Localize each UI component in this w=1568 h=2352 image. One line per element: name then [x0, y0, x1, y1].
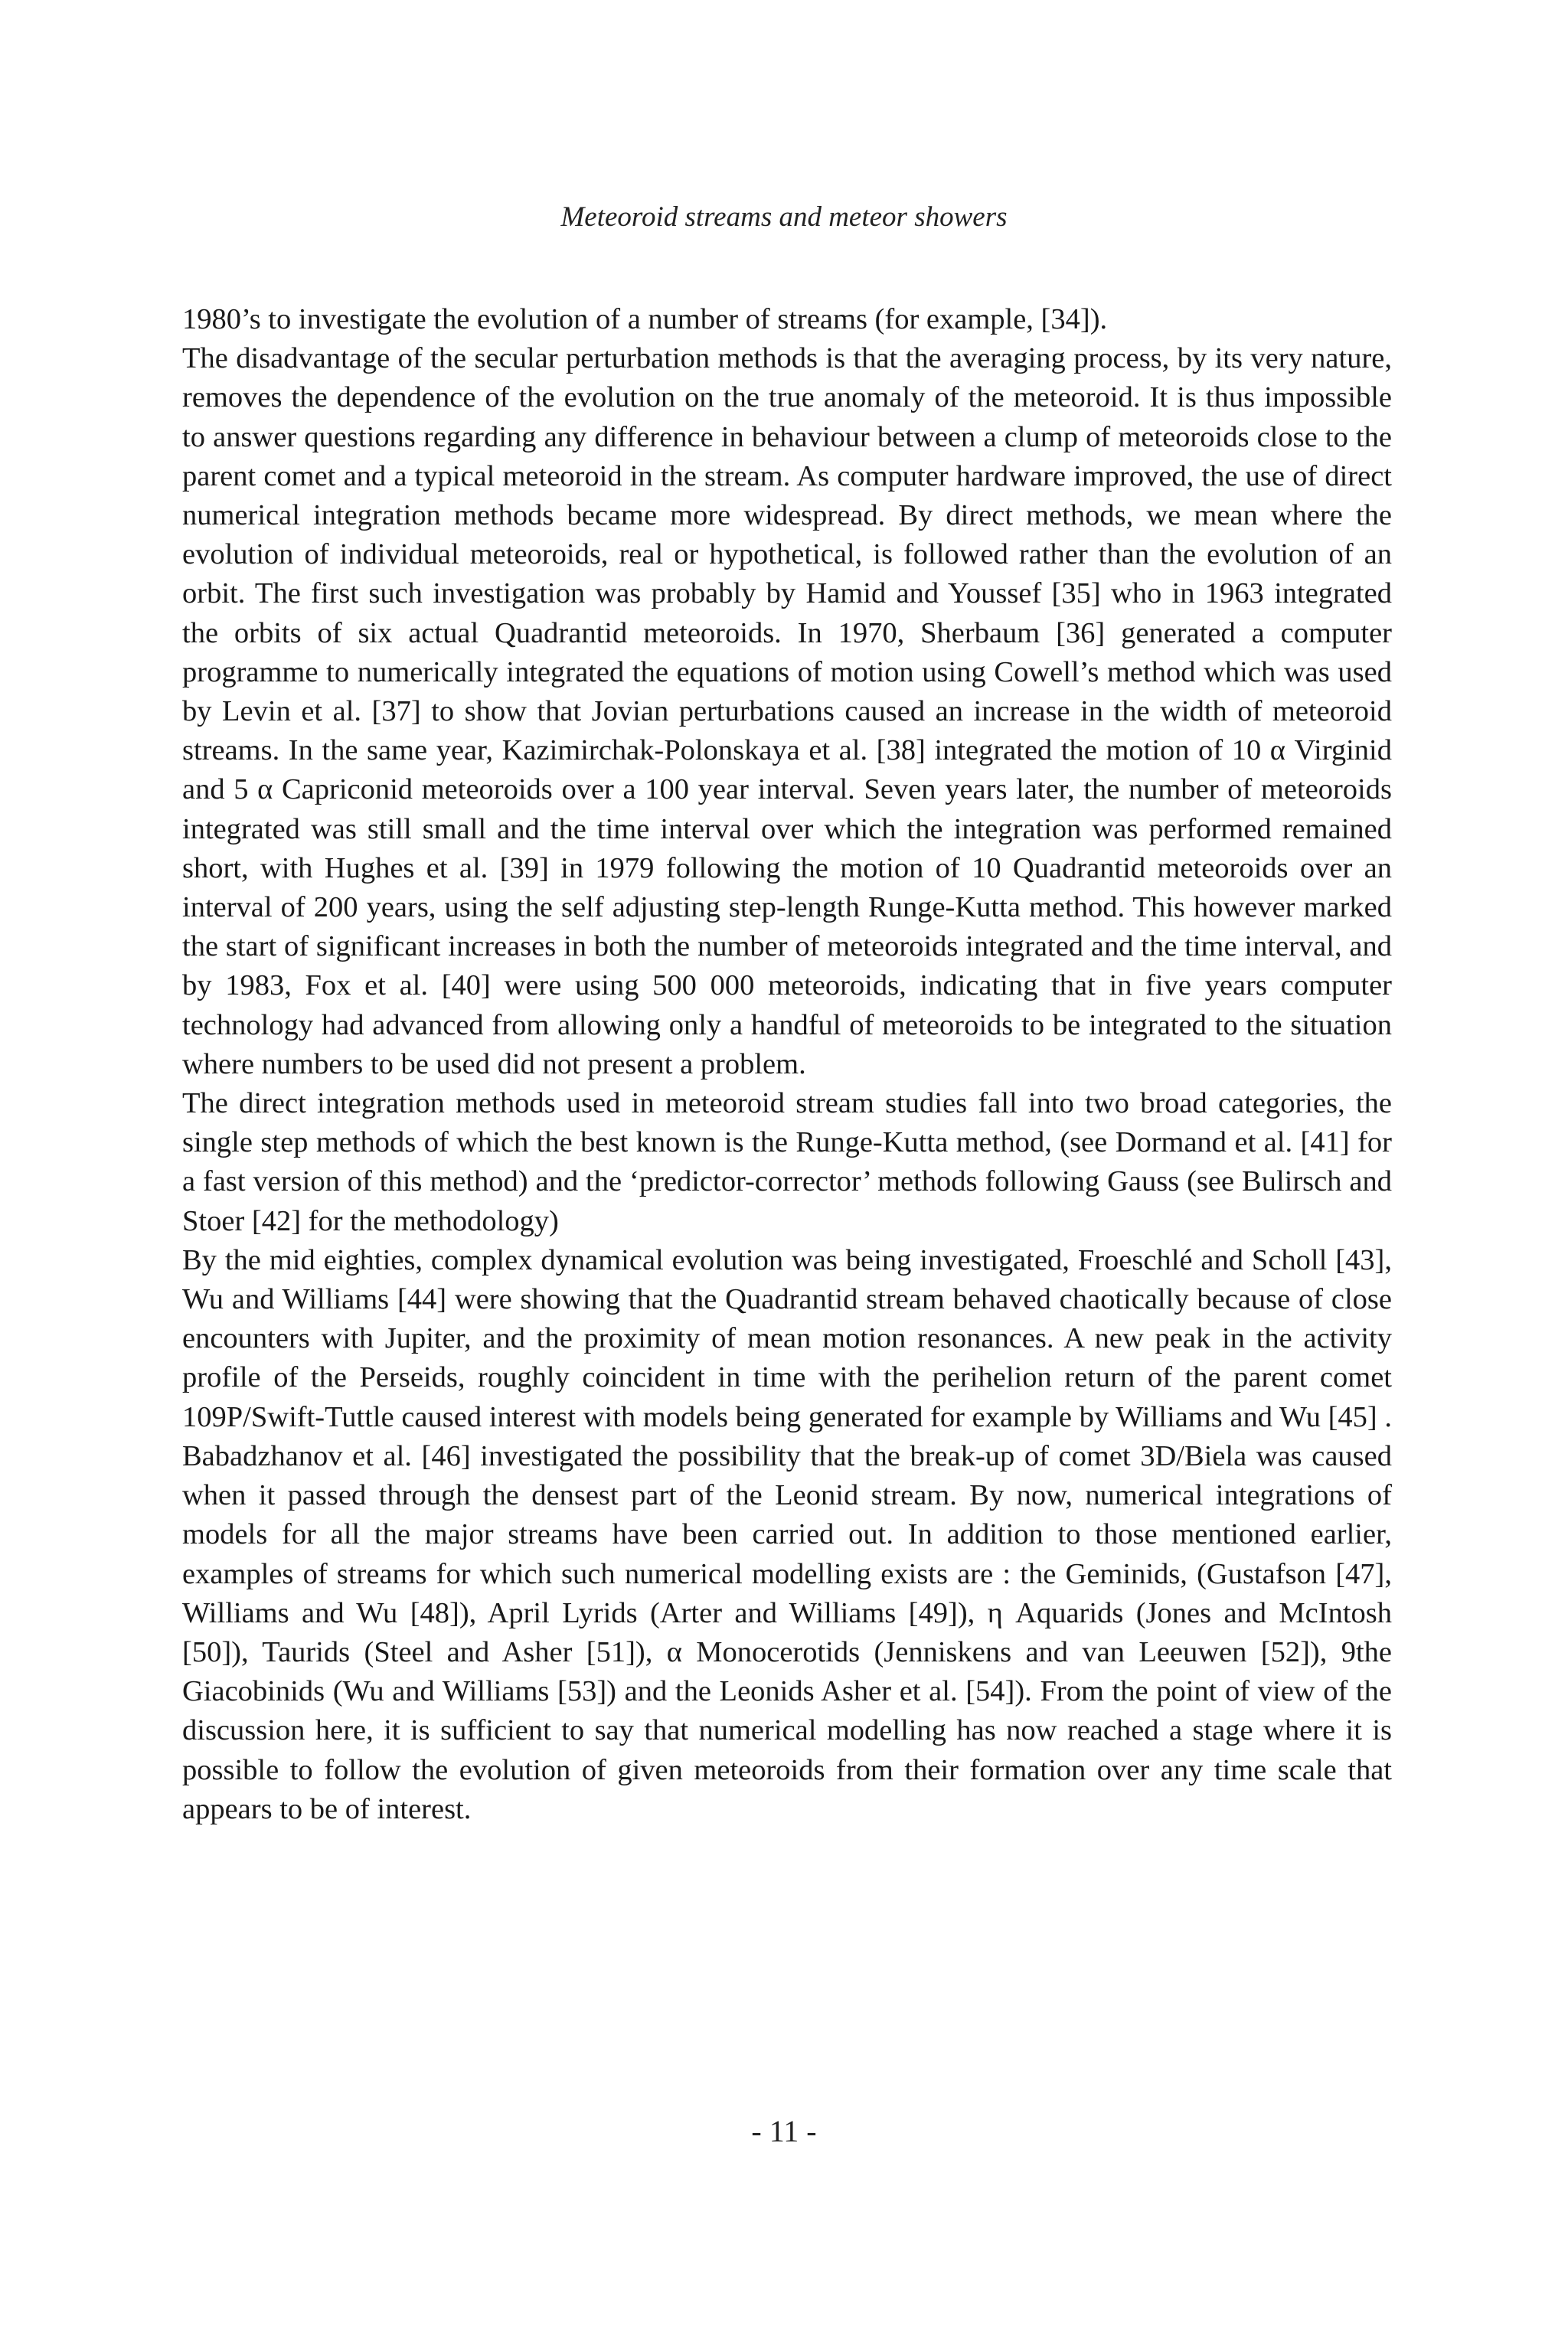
paragraph-3: The direct integration methods used in meteoroid stream studies fall into two broad categories, the single step methods of which the best known is the Runge-Kutta method, (see Dormand et al. [41] for a fast version of this method) and the ‘predictor-corrector’ methods following Gauss (see Bulirsch and Stoer [42] for the methodology)	[182, 1087, 1392, 1237]
paragraph-4: By the mid eighties, complex dynamical evolution was being investigated, Froeschlé and Scholl [43], Wu and Williams [44] were showing that the Quadrantid stream behaved chaotically because of close encounters with Jupiter, and the proximity of mean motion resonances. A new peak in the activity profile of the Perseids, roughly coincident in time with the perihelion return of the parent comet 109P/Swift-Tuttle caused interest with models being generated for example by Williams and Wu [45] . Babadzhanov et al. [46] investigated the possibility that the break-up of comet 3D/Biela was caused when it passed through the densest part of the Leonid stream. By now, numerical integrations of models for all the major streams have been carried out. In addition to those mentioned earlier, examples of streams for which such numerical modelling exists are : the Geminids, (Gustafson [47], Williams and Wu [48]), April Lyrids (Arter and Williams [49]), η Aquarids (Jones and McIntosh [50]), Taurids (Steel and Asher [51]), α Monocerotids (Jenniskens and van Leeuwen [52]), 9the Giacobinids (Wu and Williams [53]) and the Leonids Asher et al. [54]). From the point of view of the discussion here, it is sufficient to say that numerical modelling has now reached a stage where it is possible to follow the evolution of given meteoroids from their formation over any time scale that appears to be of interest.	[182, 1243, 1392, 1825]
paragraph-1: 1980’s to investigate the evolution of a number of streams (for example, [34]).	[182, 303, 1108, 335]
page-number: - 11 -	[751, 2114, 817, 2148]
body-text	[182, 300, 1392, 1829]
running-head: Meteoroid streams and meteor showers	[560, 201, 1008, 233]
paragraph-2: The disadvantage of the secular perturbation methods is that the averaging process, by its very nature, removes the dependence of the evolution on the true anomaly of the meteoroid. It is thus impossible to answer questions regarding any difference in behaviour between a clump of meteoroids close to the parent comet and a typical meteoroid in the stream. As computer hardware improved, the use of direct numerical integration methods became more widespread. By direct methods, we mean where the evolution of individual meteoroids, real or hypothetical, is followed rather than the evolution of an orbit. The first such investigation was probably by Hamid and Youssef [35] who in 1963 integrated the orbits of six actual Quadrantid meteoroids. In 1970, Sherbaum [36] generated a computer programme to numerically integrated the equations of motion using Cowell’s method which was used by Levin et al. [37] to show that Jovian perturbations caused an increase in the width of meteoroid streams. In the same year, Kazimirchak-Polonskaya et al. [38] integrated the motion of 10 α Virginid and 5 α Capriconid meteoroids over a 100 year interval. Seven years later, the number of meteoroids integrated was still small and the time interval over which the integration was performed remained short, with Hughes et al. [39] in 1979 following the motion of 10 Quadrantid meteoroids over an interval of 200 years, using the self adjusting step-length Runge-Kutta method. This however marked the start of significant increases in both the number of meteoroids integrated and the time interval, and by 1983, Fox et al. [40] were using 500 000 meteoroids, indicating that in five years computer technology had advanced from allowing only a handful of meteoroids to be integrated to the situation where numbers to be used did not present a problem.	[182, 342, 1392, 1080]
